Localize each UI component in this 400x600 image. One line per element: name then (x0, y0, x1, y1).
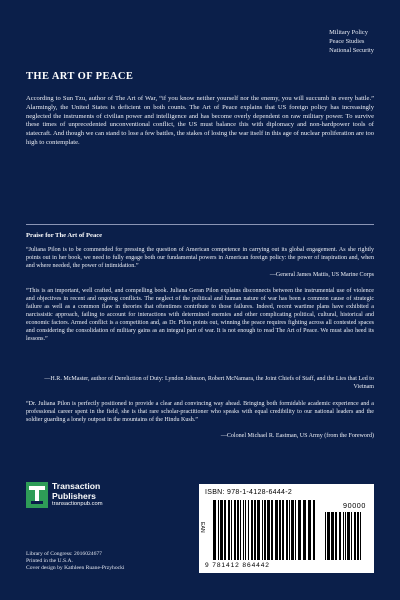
category-peace-studies: Peace Studies (329, 38, 365, 46)
publisher-url: transactionpub.com (52, 500, 103, 507)
transaction-logo-icon (26, 482, 48, 508)
book-description: According to Sun Tzu, author of The Art of War, “if you know neither yourself nor the enemy, you will succumb in every battle.” Alarmingly, the United States is deficient on both counts. The Art of Peace explains that US foreign policy has increasingly neglected the instruments of civilian power and intelligence and has become overly dependent on raw military power. To survive these times of unprecedented unconventional conflict, the US must balance this with diplomacy and non-hardpower tools of statecraft. And though we can stand to lose a few battles, the stakes of losing the war itself in this age of nuclear proliferation are too high to contemplate. (26, 95, 374, 146)
attribution-mattis: —General James Mattis, US Marine Corps (269, 272, 374, 278)
section-divider (26, 224, 374, 225)
praise-heading: Praise for The Art of Peace (26, 232, 103, 239)
attribution-eastman: —Colonel Michael R. Eastman, US Army (from the Foreword) (220, 433, 374, 439)
isbn-barcode (199, 484, 374, 573)
ean-label: EAN (199, 522, 205, 533)
publisher-name-line2: Publishers (52, 490, 96, 501)
category-national-security: National Security (329, 47, 374, 55)
colophon-printed: Printed in the U.S.A. (26, 558, 73, 565)
publisher-logo (26, 482, 103, 508)
quote-mcmaster: “This is an important, well crafted, and compelling book. Juliana Geran Pilon explains disconnects between the instrumental use of violence and objectives in recent and ongoing conflicts. The neglect of the political and human nature of war has been a common cause of strategic failure as well as a common flaw in theories that oftentimes contribute to those failures. Indeed, recent wartime plans have exhibited a narcissistic approach, failing to account for interactions with determined enemies and other complicating political, cultural, historical and economic factors. Armed conflict is a competition and, as Dr. Pilon points out, winning the peace requires fighting across all contested spaces and considering the consolidation of military gains as an integral part of war. It is not enough to read The Art of Peace. We must also heed its lessons.” (26, 288, 374, 342)
book-title: THE ART OF PEACE (26, 71, 134, 82)
barcode-digits: 9 781412 864442 (205, 562, 270, 569)
attribution-mcmaster: —H.R. McMaster, author of Dereliction of Duty: Lyndon Johnson, Robert McNamara, the Joint Chiefs of Staff, and the Lies that Led to Vietnam (44, 376, 374, 390)
price-code: 90000 (343, 501, 366, 510)
isbn-label: ISBN: 978-1-4128-6444-2 (205, 489, 293, 496)
colophon-loc: Library of Congress: 2016024677 (26, 551, 102, 557)
barcode-addon-bars (325, 512, 365, 560)
colophon-design: Cover design by Kathleen Ruane-Przyhocki (26, 565, 125, 572)
category-military-policy: Military Policy (329, 29, 368, 36)
subject-categories (329, 28, 374, 56)
quote-mattis: “Juliana Pilon is to be commended for pressing the question of American competence in carrying out its global engagement. As she rightly points out in her book, we need to fully engage both our fundamental powers in American foreign policy: the power of inspiration and, when and where needed, the power of intimidation.” (26, 247, 374, 269)
colophon (26, 551, 125, 573)
quote-eastman: “Dr. Juliana Pilon is perfectly positioned to provide a clear and convincing way ahead. Bringing both formidable academic experience and a professional career spent in the field, she is that rare scholar-practitioner who speaks with equal credibility to our national leaders and the soldier guarding a lonely outpost in the mountains of the Hindu Kush.” (26, 401, 374, 423)
publisher-name-line1: Transaction (52, 481, 101, 492)
barcode-main-bars (213, 500, 317, 560)
